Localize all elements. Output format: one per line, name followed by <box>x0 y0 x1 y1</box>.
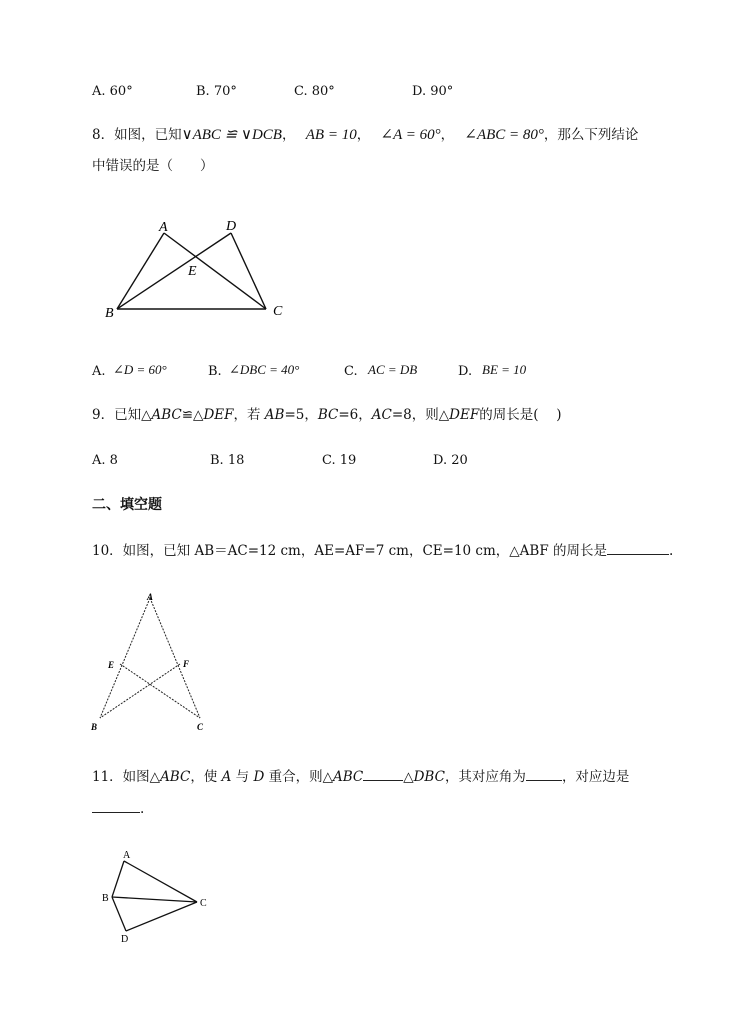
q11-label-c: C <box>200 898 207 909</box>
q7-option-c: C. 80° <box>294 84 335 99</box>
q10-label-c: C <box>197 722 204 732</box>
q10-label-b: B <box>91 722 98 732</box>
q9-bc: BC <box>317 407 339 423</box>
q9-v2: =6， <box>338 407 372 423</box>
q10-label-e: E <box>108 660 115 670</box>
q11-d: D <box>253 769 265 785</box>
q9-text-2: ，若 <box>233 407 265 423</box>
q8-label-d: D <box>226 219 237 234</box>
q11-t2: 与 <box>231 769 254 785</box>
q9-stem <box>92 409 562 423</box>
q11-abc: ABC <box>160 769 191 785</box>
section-heading: 二、填空题 <box>92 497 162 513</box>
q10-label-a: A <box>147 592 154 602</box>
q11-figure <box>100 845 215 945</box>
q8-label-e: E <box>188 264 197 279</box>
q9-text-3: 的周长是( ) <box>479 407 562 423</box>
q8-cond-abc: ∠ABC = 80° <box>464 127 544 143</box>
q10-stem <box>92 542 673 559</box>
q9-number: 9． <box>92 407 115 423</box>
q8-figure <box>100 215 300 325</box>
q11-t4: △ <box>403 769 414 785</box>
q9-def: DEF <box>203 407 234 423</box>
q11-abc-2: ABC <box>332 769 364 785</box>
q8-label-c: C <box>273 304 283 319</box>
q7-option-b: B. 70° <box>196 84 237 99</box>
q10-end: . <box>668 543 674 559</box>
q8-text-2: ，那么下列结论 <box>543 127 639 143</box>
q11-stem-line2 <box>92 800 144 817</box>
q11-t5: ，其对应角为 <box>444 769 526 785</box>
q9-text: 已知△ <box>114 407 152 423</box>
q7-option-a: A. 60° <box>92 84 133 99</box>
q8-cond-ab: AB = 10 <box>305 127 357 143</box>
q8-option-b: ∠DBC = 40° <box>229 362 300 377</box>
q9-def-2: DEF <box>449 407 480 423</box>
q11-blank-relation <box>363 768 403 781</box>
q9-option-a: A. 8 <box>92 453 118 468</box>
q9-option-d: D. 20 <box>433 453 468 468</box>
q8-label-b: B <box>105 306 114 321</box>
q8-cond-a: ∠A = 60° <box>380 127 441 143</box>
q11-dbc: DBC <box>413 769 445 785</box>
q8-stem: 8．如图，已知∨ABC ≌ ∨DCB， AB = 10， ∠A = 60°， ∠ABC = 80°，那么下列结论 <box>92 127 639 143</box>
q9-ac: AC <box>371 407 392 423</box>
q10-figure <box>88 590 218 735</box>
q8-congruence: ∨ABC ≌ ∨DCB <box>181 127 282 143</box>
q8-label-a: A <box>159 220 168 235</box>
q7-option-d: D. 90° <box>412 84 454 99</box>
q9-v3: =8，则△ <box>391 407 450 423</box>
q11-stem <box>92 768 629 785</box>
q10-answer-blank <box>607 542 669 555</box>
q11-blank-side <box>92 800 140 813</box>
q8-option-d: BE = 10 <box>482 362 527 377</box>
q11-label-a: A <box>123 850 131 861</box>
q11-t1: ，使 <box>190 769 222 785</box>
q8-option-c-letter: C. <box>344 364 358 379</box>
q9-ab: AB <box>264 407 285 423</box>
q9-cong: ≌△ <box>181 407 204 423</box>
q8-option-c: AC = DB <box>368 362 418 377</box>
q8-option-a-letter: A. <box>92 364 106 379</box>
q8-option-b-letter: B. <box>208 364 222 379</box>
q9-v1: =5， <box>284 407 318 423</box>
q11-t3: 重合，则△ <box>264 769 333 785</box>
q8-stem-line2: 中错误的是（ ） <box>92 158 214 174</box>
q11-label-b: B <box>102 893 109 904</box>
q8-option-a: ∠D = 60° <box>113 362 167 377</box>
q11-blank-angle <box>526 768 562 781</box>
q9-option-b: B. 18 <box>210 453 245 468</box>
q9-abc: ABC <box>151 407 182 423</box>
q10-text: 10．如图，已知 AB＝AC=12 cm，AE=AF=7 cm，CE=10 cm，△ABF 的周长是 <box>92 543 607 559</box>
q11-t6: ，对应边是 <box>561 769 630 785</box>
q9-option-c: C. 19 <box>322 453 357 468</box>
q11-a: A <box>221 769 232 785</box>
q8-number: 8． <box>92 127 115 143</box>
q8-text: 如图，已知 <box>114 127 182 143</box>
q10-label-f: F <box>183 659 190 669</box>
q11-label-d: D <box>121 934 129 945</box>
q8-option-d-letter: D. <box>458 364 473 379</box>
q11-number: 11．如图△ <box>92 769 161 785</box>
q11-end: . <box>140 801 145 817</box>
